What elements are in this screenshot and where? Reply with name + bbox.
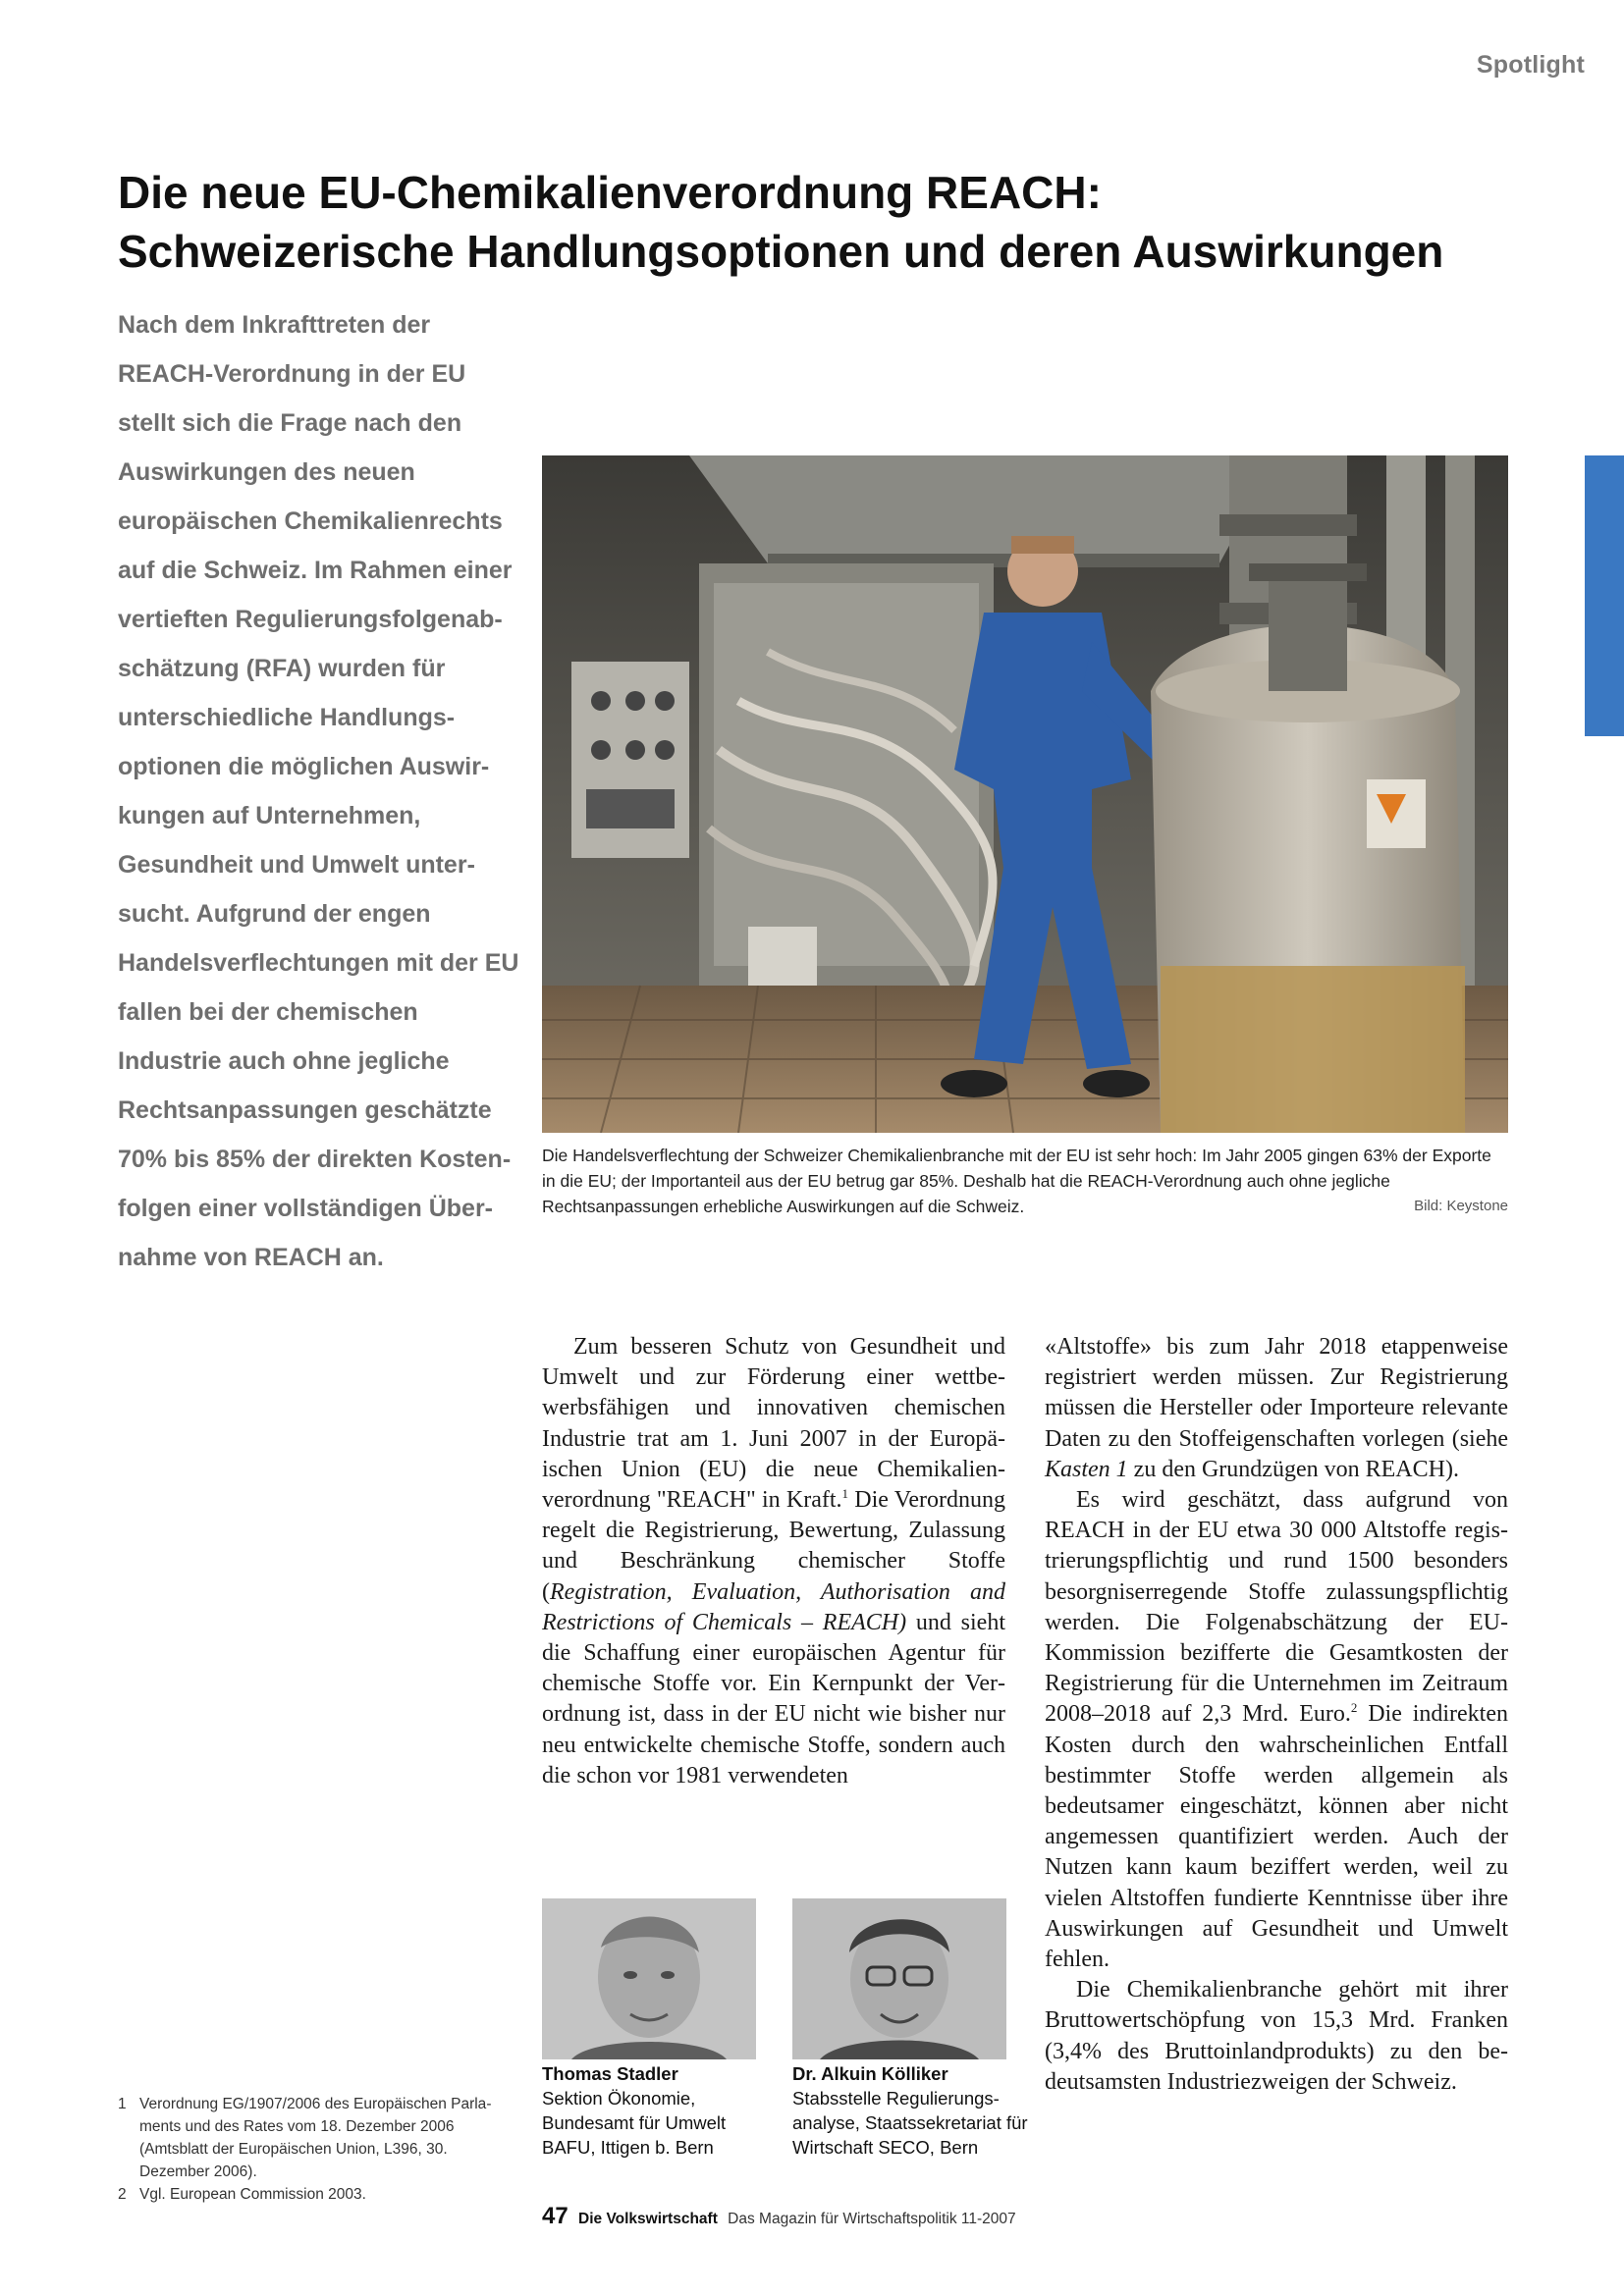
lead-paragraph: Nach dem Inkrafttreten der REACH-Verordnung in der EU stellt sich die Frage nach den Auswirkungen des neuen europäischen Chemikalienrechts auf die Schweiz. Im Rahmen einer vertieften Regulierungsfolgenabschätzung (RFA) wurden für unterschiedliche Handlungsoptionen die möglichen Auswirkungen auf Unternehmen, Gesundheit und Umwelt untersucht. Aufgrund der engen Handelsverflechtungen mit der EU fallen bei der chemischen Industrie auch ohne jegliche Rechtsanpassungen geschätzte 70% bis 85% der direkten Kostenfolgen einer vollständigen Übernahme von REACH an. xyxy=(118,311,519,1271)
footnotes xyxy=(118,2093,511,2206)
author-affiliation: Stabsstelle Regulierungsanalyse, Staatssekretariat für Wirtschaft SECO, Bern xyxy=(792,2088,1028,2158)
body-column-2 xyxy=(1045,1332,1508,2098)
body-paragraph xyxy=(1045,1485,1508,1975)
author-affiliation: Sektion Ökonomie, Bundesamt für Umwelt BAFU, Ittigen b. Bern xyxy=(542,2088,727,2158)
magazine-name: Die Volkswirtschaft xyxy=(578,2211,718,2227)
footnote-ref-1: 1 xyxy=(841,1486,849,1502)
body-text: Es wird geschätzt, dass aufgrund von REACH in der EU etwa 30 000 Altstoffe registrierungspflichtig und rund 1500 besonders besorgniserregende Stoffe zulassungspflichtig werden. Die Folgenabschätzung der EU-Kommission bezifferte die Gesamtkosten der Registrierung für die Unternehmen im Zeitraum 2008–2018 auf 2,3 Mrd. Euro. xyxy=(1045,1487,1508,1728)
body-text: zu den Grundzügen von REACH). xyxy=(1127,1456,1459,1482)
body-text-italic: Registration, Evaluation, Authorisation and Restrictions of Chemicals – REACH) xyxy=(542,1578,1005,1635)
body-paragraph xyxy=(542,1332,1005,1791)
photo-caption xyxy=(542,1143,1508,1219)
caption-text: Die Handelsverflechtung der Schweizer Chemikalienbranche mit der EU ist sehr hoch: Im Jahr 2005 gingen 63% der Exporte in die EU; der Importanteil aus der EU betrug gar 85%. Deshalb hat die REACH-Verordnung auch ohne jegliche Rechtsanpassungen erhebliche Auswirkungen auf die Schweiz. xyxy=(542,1146,1491,1216)
photo-credit: Bild: Keystone xyxy=(1414,1198,1508,1214)
footnote xyxy=(118,2183,511,2206)
title-line-1: Die neue EU-Chemikalienverordnung REACH: xyxy=(118,167,1102,218)
footnote-number: 1 xyxy=(118,2096,127,2112)
author-portrait-koelliker xyxy=(792,1898,1006,2059)
author-portrait-stadler xyxy=(542,1898,756,2059)
body-text-italic: Kasten 1 xyxy=(1045,1456,1128,1482)
author-block xyxy=(792,2061,1028,2160)
body-paragraph: Die Chemikalienbranche gehört mit ihrer Bruttowertschöpfung von 15,3 Mrd. Franken (3,4% des Bruttoinlandprodukts) zu den bedeutsamsten Industriezweigen der Schweiz. xyxy=(1045,1977,1508,2095)
footnote-number: 2 xyxy=(118,2186,127,2203)
body-text: Zum besseren Schutz von Gesundheit und Umwelt und zur Förderung einer wettbewerbsfähigen und innovativen chemischen Industrie trat am 1. Juni 2007 in der Europäischen Union (EU) die neue Chemikalienverordnung "REACH" in Kraft. xyxy=(542,1334,1005,1514)
footnote xyxy=(118,2093,511,2183)
page-footer xyxy=(542,2203,1016,2230)
page-number: 47 xyxy=(542,2203,568,2229)
author-block xyxy=(542,2061,778,2160)
article-photo xyxy=(542,455,1508,1133)
footnote-text: Vgl. European Commission 2003. xyxy=(139,2186,366,2203)
body-text: Die indirekten Kosten durch den wahrscheinlichen Entfall bestimmter Stoffe werden allgemein als bedeutsamer eingeschätzt, können aber nicht angemessen quantifiziert werden. Auch der Nutzen kann kaum beziffert werden, weil zu vielen Altstoffen fundierte Kenntnisse über ihre Auswirkungen auf Gesundheit und Umwelt fehlen. xyxy=(1045,1701,1508,1973)
body-paragraph xyxy=(1045,1332,1508,1485)
title-line-2: Schweizerische Handlungsoptionen und deren Auswirkungen xyxy=(118,226,1444,277)
article-title xyxy=(118,163,1512,281)
section-color-tab xyxy=(1585,455,1624,736)
body-text: Die Verordnung regelt die Registrierung, Bewertung, Zulassung und Beschränkung chemischer Stoffe ( xyxy=(542,1487,1005,1605)
author-name: Dr. Alkuin Kölliker xyxy=(792,2063,948,2084)
body-text: «Altstoffe» bis zum Jahr 2018 etappenweise registriert werden müssen. Zur Registrierung müssen die Hersteller oder Importeure relevante Daten zu den Stoffeigenschaften vorlegen (siehe xyxy=(1045,1334,1508,1452)
magazine-subtitle: Das Magazin für Wirtschaftspolitik 11-2007 xyxy=(728,2211,1016,2227)
footnote-ref-2: 2 xyxy=(1350,1700,1358,1716)
section-label: Spotlight xyxy=(1476,51,1585,79)
body-text: und sieht die Schaffung einer europäischen Agentur für chemische Stoffe vor. Ein Kernpunkt der Verordnung ist, dass in der EU nicht wie bisher nur neu entwickelte chemische Stoffe, sondern auch die schon vor 1981 verwendeten xyxy=(542,1609,1005,1789)
author-name: Thomas Stadler xyxy=(542,2063,678,2084)
footnote-text: Verordnung EG/1907/2006 des Europäischen Parlaments und des Rates vom 18. Dezember 2006 (Amtsblatt der Europäischen Union, L396, 30. Dezember 2006). xyxy=(139,2096,492,2180)
body-column-1 xyxy=(542,1332,1005,1791)
